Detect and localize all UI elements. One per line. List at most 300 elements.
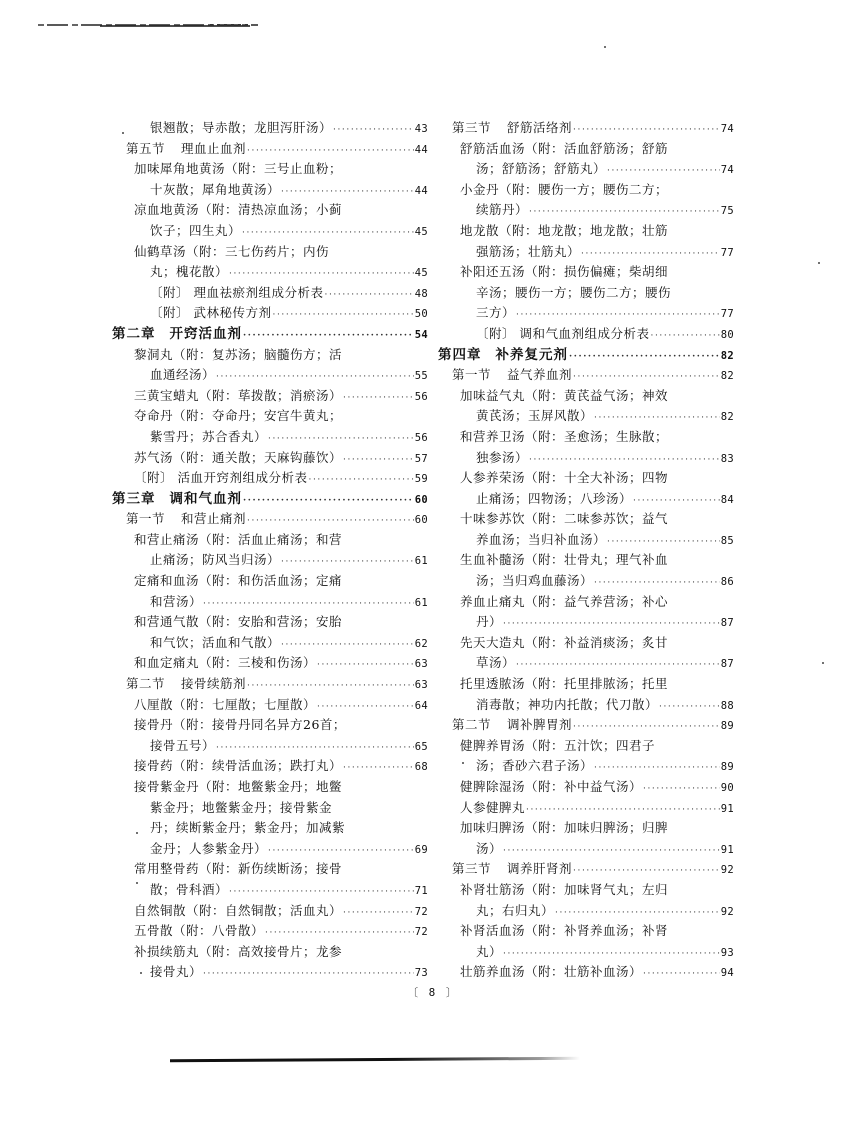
toc-heading-number: 第四章: [438, 346, 482, 363]
toc-heading-title: 接骨续筋剂: [181, 676, 247, 692]
toc-entry-text: 壮筋养血汤（附：壮筋补血汤）: [460, 964, 643, 980]
toc-entry: [112, 180, 428, 201]
toc-page-number: 56: [414, 431, 428, 444]
toc-heading-number: 第三节: [452, 861, 492, 877]
dot-leader: [281, 635, 414, 656]
toc-page-number: 45: [414, 267, 428, 280]
toc-entry: [112, 592, 428, 613]
toc-entry-text: 丹；续断紫金丹；紫金丹；加减紫: [150, 820, 346, 836]
toc-entry-text: 定痛和血汤（附：和伤活血汤；定痛: [134, 573, 343, 589]
toc-entry-text: 夺命丹（附：夺命丹；安宫牛黄丸；: [134, 408, 343, 424]
toc-entry-text: 常用整骨药（附：新伤续断汤；接骨: [134, 861, 343, 877]
toc-page-number: 54: [414, 328, 428, 341]
toc-heading-number: 第五节: [126, 140, 166, 156]
toc-entry-text: 丹）: [476, 614, 503, 630]
dot-leader: [516, 655, 720, 676]
toc-entry-text: 加味犀角地黄汤（附：三号止血粉；: [134, 161, 343, 177]
toc-entry: [112, 777, 428, 798]
toc-entry-text: 十味参苏饮（附：二味参苏饮；益气: [460, 511, 669, 527]
toc-page-number: 62: [414, 637, 428, 650]
toc-page-number: 50: [414, 308, 428, 321]
toc-entry-text: 丸；右归丸）: [476, 902, 555, 918]
toc-entry-text: 汤）: [476, 840, 503, 856]
toc-entry: [112, 530, 428, 551]
dot-leader: [243, 326, 414, 347]
toc-entry: [438, 159, 734, 180]
toc-entry: [438, 550, 734, 571]
dot-leader: [247, 511, 414, 532]
toc-entry: [112, 427, 428, 448]
toc-page-number: 82: [720, 349, 734, 362]
toc-entry: [438, 695, 734, 716]
toc-page-number: 61: [414, 596, 428, 609]
toc-page-number: 91: [720, 802, 734, 815]
toc-heading-title: 开窍活血剂: [169, 325, 242, 342]
toc-entry: [112, 262, 428, 283]
dot-leader: [272, 305, 413, 326]
toc-entry: [438, 200, 734, 221]
toc-heading-number: 第三章: [112, 490, 156, 507]
toc-page-number: 73: [414, 967, 428, 980]
toc-page-number: 72: [414, 926, 428, 939]
toc-page-number: 56: [414, 390, 428, 403]
dot-leader: [573, 717, 720, 738]
page-number: 〔 8 〕: [407, 986, 459, 999]
dot-leader: [343, 758, 414, 779]
scan-speck: [122, 132, 124, 134]
toc-entry-text: 独参汤）: [476, 449, 529, 465]
toc-entry: [112, 406, 428, 427]
toc-entry-text: 健脾除湿汤（附：补中益气汤）: [460, 779, 643, 794]
toc-entry-text: 〔附〕 调和气血剂组成分析表: [476, 325, 650, 341]
dot-leader: [607, 532, 720, 553]
dot-leader: [573, 861, 720, 882]
dot-leader: [229, 882, 414, 903]
toc-page-number: 87: [720, 617, 734, 630]
toc-section-entry: [438, 859, 734, 880]
toc-page-number: 89: [720, 720, 734, 733]
dot-leader: [247, 141, 414, 162]
toc-entry-text: 养血止痛丸（附：益气养营汤；补心: [460, 593, 669, 609]
toc-entry-text: 〔附〕 活血开窍剂组成分析表: [134, 470, 308, 486]
toc-entry-text: 接骨丸）: [150, 964, 203, 980]
toc-heading-number: 第一节: [452, 367, 492, 383]
dot-leader: [203, 594, 414, 615]
toc-entry: [112, 200, 428, 221]
toc-page-number: 82: [720, 411, 734, 424]
dot-leader: [503, 614, 720, 635]
dot-leader: [265, 923, 414, 944]
toc-entry-text: 和营汤）: [150, 593, 203, 609]
toc-heading-text: [438, 345, 568, 366]
dot-leader: [343, 388, 414, 409]
dot-leader: [573, 367, 720, 388]
toc-entry: [112, 386, 428, 407]
toc-entry: [438, 406, 734, 427]
toc-entry-text: 加味归脾汤（附：加味归脾汤；归脾: [460, 820, 669, 836]
dot-leader: [281, 552, 414, 573]
dot-leader: [216, 367, 414, 388]
toc-page-number: 80: [720, 328, 734, 341]
scan-edge-line: [210, 24, 250, 26]
toc-entry-text: 金丹；人参紫金丹）: [150, 840, 268, 856]
toc-entry: [112, 633, 428, 654]
dot-leader: [529, 450, 720, 471]
toc-heading-title: 调补脾胃剂: [507, 717, 573, 733]
toc-page-number: 92: [720, 905, 734, 918]
toc-heading-text: [126, 139, 246, 160]
toc-entry-text: 接骨五号）: [150, 737, 216, 753]
toc-page-number: 90: [720, 782, 734, 794]
toc-entry-text: 健脾养胃汤（附：五汁饮；四君子: [460, 737, 656, 753]
toc-page-number: 84: [720, 493, 734, 506]
toc-page-number: 83: [720, 452, 734, 465]
toc-heading-text: [126, 674, 246, 695]
dot-leader: [308, 470, 413, 491]
toc-page-number: 63: [414, 679, 428, 692]
toc-heading-title: 益气养血剂: [507, 367, 573, 383]
toc-page-number: 86: [720, 576, 734, 589]
toc-entry: [438, 736, 734, 757]
toc-entry: [112, 942, 428, 963]
toc-entry-text: 续筋丹）: [476, 202, 529, 218]
toc-page-number: 60: [414, 514, 428, 527]
toc-heading-text: [452, 365, 572, 386]
toc-entry-text: 生血补髓汤（附：壮骨丸；理气补血: [460, 552, 669, 568]
toc-heading-text: [452, 859, 572, 880]
toc-entry: [112, 962, 428, 983]
toc-entry: [112, 818, 428, 839]
toc-page-number: 64: [414, 699, 428, 712]
toc-entry: [112, 571, 428, 592]
toc-heading-number: 第二章: [112, 325, 156, 342]
toc-entry: [112, 242, 428, 263]
toc-page-number: 77: [720, 308, 734, 321]
toc-heading-number: 第二节: [126, 676, 166, 692]
toc-entry: [438, 262, 734, 283]
toc-entry: [112, 859, 428, 880]
toc-entry: [112, 221, 428, 242]
toc-entry-text: 〔附〕 武林秘传方剂: [150, 305, 272, 321]
toc-entry: [112, 653, 428, 674]
toc-entry-text: 消毒散；神功内托散；代刀散）: [476, 696, 659, 712]
toc-entry: [438, 242, 734, 263]
toc-entry-text: 汤；舒筋汤；舒筋丸）: [476, 161, 607, 177]
toc-entry-text: 八厘散（附：七厘散；七厘散）: [134, 696, 317, 712]
dot-leader: [555, 903, 720, 924]
toc-entry-text: 苏气汤（附：通关散；天麻钩藤饮）: [134, 449, 343, 465]
toc-heading-title: 补养复元剂: [495, 346, 568, 363]
toc-entry-text: 饮子；四生丸）: [150, 222, 242, 238]
toc-page-number: 75: [720, 205, 734, 218]
toc-page-number: 55: [414, 370, 428, 383]
toc-entry: [438, 653, 734, 674]
toc-entry: [438, 303, 734, 324]
toc-entry: [438, 571, 734, 592]
toc-section-entry: [112, 139, 428, 160]
toc-page-number: 57: [414, 452, 428, 465]
toc-entry-text: 接骨药（附：续骨活血汤；跌打丸）: [134, 758, 343, 774]
toc-entry: [112, 283, 428, 304]
dot-leader: [229, 264, 414, 285]
toc-entry-text: 紫雪丹；苏合香丸）: [150, 428, 268, 444]
toc-entry: [438, 921, 734, 942]
toc-entry: [112, 448, 428, 469]
toc-entry-text: 散；骨科酒）: [150, 881, 229, 897]
dot-leader: [594, 573, 720, 594]
toc-entry: [112, 798, 428, 819]
dot-leader: [607, 161, 720, 182]
toc-right-column: [438, 118, 734, 983]
dot-leader: [503, 944, 720, 965]
toc-entry-text: 五骨散（附：八骨散）: [134, 923, 265, 939]
toc-entry-text: 补肾壮筋汤（附：加味肾气丸；左归: [460, 881, 669, 897]
toc-entry-text: 凉血地黄汤（附：清热凉血汤；小蓟: [134, 202, 343, 218]
toc-section-entry: [112, 674, 428, 695]
toc-entry-text: 人参健脾丸: [460, 799, 526, 815]
toc-entry-text: 加味益气丸（附：黄芪益气汤；神效: [460, 387, 669, 403]
dot-leader: [503, 841, 720, 862]
toc-page-number: 93: [720, 946, 734, 959]
toc-page-number: 43: [414, 123, 428, 135]
toc-heading-number: 第一节: [126, 511, 166, 527]
toc-heading-title: 调养肝肾剂: [507, 861, 573, 877]
toc-entry: [438, 756, 734, 777]
toc-entry-text: 和营养卫汤（附：圣愈汤；生脉散；: [460, 428, 669, 444]
toc-page-number: 69: [414, 843, 428, 856]
toc-entry-text: 丸）: [476, 943, 503, 959]
toc-entry: [438, 633, 734, 654]
toc-entry-text: 汤；香砂六君子汤）: [476, 758, 594, 774]
toc-entry-text: 紫金丹；地鳖紫金丹；接骨紫金: [150, 799, 333, 815]
toc-page-number: 74: [720, 123, 734, 135]
toc-entry: [112, 550, 428, 571]
dot-leader: [281, 182, 414, 203]
toc-entry-text: 辛汤；腰伤一方；腰伤二方；腰伤: [476, 284, 672, 300]
toc-page-number: 74: [720, 164, 734, 177]
toc-entry: [438, 942, 734, 963]
scan-speck: [822, 662, 824, 664]
dot-leader: [643, 779, 720, 800]
toc-entry-text: 丸；槐花散）: [150, 264, 229, 280]
toc-entry: [438, 448, 734, 469]
toc-page-number: 44: [414, 143, 428, 156]
toc-entry-text: 三黄宝蜡丸（附：荜拨散；消瘀汤）: [134, 387, 343, 403]
dot-leader: [343, 903, 414, 924]
toc-heading-title: 和营止痛剂: [181, 511, 247, 527]
toc-entry: [112, 365, 428, 386]
toc-entry: [438, 427, 734, 448]
toc-section-entry: [112, 509, 428, 530]
dot-leader: [569, 347, 720, 368]
toc-page-number: 44: [414, 184, 428, 197]
toc-entry-text: 补损续筋丸（附：高效接骨片；龙参: [134, 943, 343, 959]
toc-entry: [112, 118, 428, 139]
toc-page-number: 48: [414, 287, 428, 300]
toc-entry-text: 地龙散（附：地龙散；地龙散；壮筋: [460, 222, 669, 238]
dot-leader: [529, 202, 720, 223]
dot-leader: [650, 326, 719, 347]
toc-entry-text: 〔附〕 理血祛瘀剂组成分析表: [150, 284, 324, 300]
toc-entry-text: 黄芪汤；玉屏风散）: [476, 408, 594, 424]
toc-entry: [438, 139, 734, 160]
toc-entry: [112, 695, 428, 716]
toc-entry-text: 仙鹤草汤（附：三七伤药片；内伤: [134, 243, 330, 259]
toc-page-number: 77: [720, 246, 734, 259]
toc-entry: [112, 839, 428, 860]
dot-leader: [643, 964, 720, 985]
toc-page-number: 88: [720, 699, 734, 712]
toc-entry-text: 和营通气散（附：安胎和营汤；安胎: [134, 614, 343, 630]
toc-entry-text: 三方）: [476, 305, 516, 321]
toc-entry-text: 汤；当归鸡血藤汤）: [476, 573, 594, 589]
toc-heading-title: 调和气血剂: [169, 490, 242, 507]
toc-entry: [438, 221, 734, 242]
toc-entry: [438, 798, 734, 819]
toc-entry: [438, 777, 734, 798]
toc-entry: [112, 715, 428, 736]
toc-entry-text: 和营止痛汤（附：活血止痛汤；和营: [134, 531, 343, 547]
toc-entry: [438, 324, 734, 345]
toc-entry: [112, 736, 428, 757]
toc-page-number: 72: [414, 905, 428, 918]
toc-entry-text: 强筋汤；壮筋丸）: [476, 243, 581, 259]
toc-section-entry: [438, 365, 734, 386]
toc-page-number: 61: [414, 555, 428, 568]
toc-page-number: 82: [720, 370, 734, 383]
toc-section-entry: [438, 118, 734, 139]
toc-entry-text: 人参养荣汤（附：十全大补汤；四物: [460, 470, 669, 486]
scan-speck: [136, 832, 138, 834]
toc-entry: [438, 839, 734, 860]
toc-page-number: 91: [720, 843, 734, 856]
toc-entry-text: 接骨紫金丹（附：地鳖紫金丹；地鳖: [134, 779, 343, 794]
toc-page-number: 89: [720, 761, 734, 774]
toc-entry: [438, 880, 734, 901]
toc-heading-number: 第三节: [452, 120, 492, 135]
dot-leader: [203, 964, 414, 985]
toc-heading-title: 舒筋活络剂: [507, 120, 573, 135]
toc-page-number: 65: [414, 740, 428, 753]
toc-entry: [438, 592, 734, 613]
toc-entry: [112, 612, 428, 633]
dot-leader: [343, 450, 414, 471]
dot-leader: [516, 305, 720, 326]
toc-entry-text: 托里透脓汤（附：托里排脓汤；托里: [460, 676, 669, 692]
scan-speck: [140, 972, 142, 974]
toc-entry-text: 黎洞丸（附：复苏汤；脑髓伤方；活: [134, 346, 343, 362]
toc-entry: [438, 674, 734, 695]
dot-leader: [242, 223, 414, 244]
toc-page-number: 45: [414, 225, 428, 238]
toc-page-number: 87: [720, 658, 734, 671]
toc-entry: [112, 880, 428, 901]
toc-entry-text: 止痛汤；四物汤；八珍汤）: [476, 490, 633, 506]
toc-entry: [438, 818, 734, 839]
toc-page-number: 63: [414, 658, 428, 671]
toc-entry: [112, 921, 428, 942]
toc-chapter-entry: [438, 345, 734, 366]
dot-leader: [268, 841, 414, 862]
dot-leader: [247, 676, 414, 697]
toc-page-number: 60: [414, 493, 428, 506]
dot-leader: [243, 491, 414, 512]
toc-entry-text: 补阳还五汤（附：损伤偏瘫；柴胡细: [460, 264, 669, 280]
toc-entry-text: 十灰散；犀角地黄汤）: [150, 181, 281, 197]
dot-leader: [324, 285, 413, 306]
toc-page-number: 59: [414, 473, 428, 486]
toc-entry-text: 小金丹（附：腰伤一方；腰伤二方；: [460, 181, 669, 197]
toc-entry-text: 和气饮；活血和气散）: [150, 634, 281, 650]
dot-leader: [633, 491, 720, 512]
toc-entry-text: 草汤）: [476, 655, 516, 671]
toc-entry-text: 自然铜散（附：自然铜散；活血丸）: [134, 902, 343, 918]
toc-entry: [112, 303, 428, 324]
dot-leader: [333, 120, 414, 141]
toc-entry-text: 补肾活血汤（附：补肾养血汤；补肾: [460, 923, 669, 939]
toc-entry-text: 舒筋活血汤（附：活血舒筋汤；舒筋: [460, 140, 669, 156]
toc-entry: [438, 509, 734, 530]
toc-entry: [438, 962, 734, 983]
dot-leader: [581, 244, 720, 265]
dot-leader: [526, 800, 720, 821]
toc-left-column: [112, 118, 428, 983]
toc-entry: [112, 756, 428, 777]
dot-leader: [594, 408, 720, 429]
toc-entry-text: 先天大造丸（附：补益消痰汤；炙甘: [460, 634, 669, 650]
scan-speck: [818, 262, 820, 264]
toc-page-number: 68: [414, 761, 428, 774]
toc-chapter-entry: [112, 489, 428, 510]
toc-entry: [438, 901, 734, 922]
dot-leader: [317, 655, 414, 676]
toc-heading-text: [452, 715, 572, 736]
toc-entry-text: 血通经汤）: [150, 367, 216, 383]
dot-leader: [659, 697, 720, 718]
toc-entry: [438, 386, 734, 407]
scan-speck: [136, 882, 138, 884]
toc-page-number: 85: [720, 534, 734, 547]
toc-heading-text: [112, 489, 242, 510]
toc-heading-title: 理血止血剂: [181, 140, 247, 156]
toc-entry-text: 止痛汤；防风当归汤）: [150, 552, 281, 568]
toc-entry-text: 接骨丹（附：接骨丹同名异方26首；: [134, 717, 346, 733]
toc-page-number: 94: [720, 967, 734, 980]
toc-entry: [112, 345, 428, 366]
dot-leader: [268, 429, 414, 450]
toc-entry-text: 养血汤；当归补血汤）: [476, 531, 607, 547]
toc-page-number: 92: [720, 864, 734, 877]
toc-entry: [438, 530, 734, 551]
scan-bottom-artifact: [170, 1057, 580, 1063]
scan-speck: [462, 762, 464, 764]
toc-entry: [438, 283, 734, 304]
toc-entry-text: 和血定痛丸（附：三棱和伤汤）: [134, 655, 317, 671]
toc-heading-text: [452, 118, 572, 139]
dot-leader: [216, 738, 414, 759]
toc-entry: [438, 468, 734, 489]
toc-section-entry: [438, 715, 734, 736]
toc-page-number: 71: [414, 884, 428, 897]
dot-leader: [573, 120, 720, 141]
toc-heading-text: [112, 324, 242, 345]
toc-entry: [438, 612, 734, 633]
toc-entry: [438, 180, 734, 201]
dot-leader: [317, 697, 414, 718]
toc-entry: [112, 901, 428, 922]
toc-heading-text: [126, 509, 246, 530]
toc-entry: [112, 159, 428, 180]
